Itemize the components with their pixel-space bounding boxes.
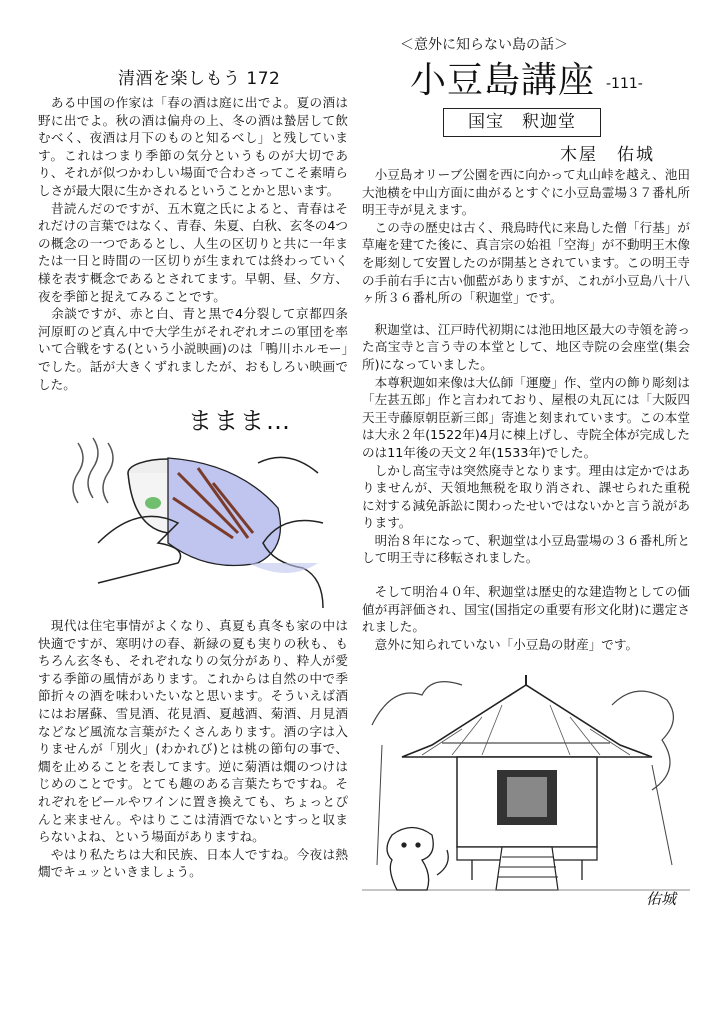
illustration-caption: ままま… — [188, 407, 292, 436]
series-subtitle: ＜意外に知らない島の話＞ — [400, 37, 568, 53]
right-paragraph-1: 小豆島オリーブ公園を西に向かって丸山峠を越え、池田大池横を中山方面に曲がるとすぐに小豆島霊場３７番札所明王寺が見えます。 — [362, 167, 690, 218]
right-paragraph-6: 明治８年になって、釈迦堂は小豆島霊場の３６番札所として明王寺に移転されました。 — [362, 532, 690, 566]
author-name: 木屋 佑城 — [560, 145, 655, 165]
left-paragraph-3: 余談ですが、赤と白、青と黒で4分裂して京都四条河原町のど真ん中で大学生がそれぞれオニの軍団を率いて合戦をする(という小説映画)のは「鴨川ホルモー」でした。話が大きくずれましたが、おもしろい映画でした。 — [38, 306, 348, 392]
sake-cup-hands-icon — [38, 403, 338, 613]
boxed-heading: 国宝 釈迦堂 — [443, 108, 601, 137]
right-column — [362, 166, 690, 915]
right-paragraph-2: この寺の歴史は古く、飛鳥時代に来島した僧「行基」が草庵を建てた後に、真言宗の始祖「空海」が不動明王木像を彫刻して安置したのが開基とされています。この明王寺の手前右手に古い伽藍がありますが、これが小豆島八十八ヶ所３６番札所の「釈迦堂」です。 — [362, 219, 690, 306]
right-paragraph-5: しかし高宝寺は突然廃寺となります。理由は定かではありませんが、天領地無税を取り消され、課せられた重税に対する減免訴訟に関わったせいではないかと言う説があります。 — [362, 462, 690, 531]
page-title: 小豆島講座 — [410, 60, 596, 101]
issue-number: -111- — [606, 76, 643, 92]
left-title: 清酒を楽しもう 172 — [118, 69, 281, 89]
sake-illustration — [38, 393, 348, 613]
right-paragraph-4: 本尊釈迦如来像は大仏師「運慶」作、堂内の飾り彫刻は「左甚五郎」作と言われており、屋根の丸瓦には「大阪四天王寺藤原朝臣新三郎」寄進と刻まれています。この本堂は大永２年(1522年)4月に棟上げし、寺院全体が完成したのは11年後の天文２年(1533年)でした。 — [362, 374, 690, 460]
signature: 佑城 — [645, 890, 676, 909]
right-paragraph-3: 釈迦堂は、江戸時代初期には池田地区最大の寺領を誇った高宝寺と言う寺の本堂として、地区寺院の会座堂(集会所)になっていました。 — [362, 321, 690, 372]
dog-icon — [387, 828, 448, 891]
left-paragraph-4: 現代は住宅事情がよくなり、真夏も真冬も家の中は快適ですが、寒明けの春、新緑の夏も実りの秋も、もちろん玄冬も、それぞれなりの気分があり、粋人が愛する季節の風情があります。これからは自然の中で季節折々の酒を味わいたいなと思います。そういえば酒にはお屠蘇、雪見酒、花見酒、夏越酒、菊酒、月見酒などなど風流な言葉がたくさんあります。酒の字は入りませんが「別火」(わかれび)とは桃の節句の事で、燗を止めることを表してます。逆に菊酒は燗のつけはじめのことです。とても趣のある言葉たちですね。それぞれをビールやワインに置き換えても、ちょっとぴんと来ません。やはりここは清酒でないとすっと収まらないよね、という場面がありますね。 — [38, 618, 348, 845]
temple-illustration — [362, 665, 690, 915]
temple-icon — [362, 665, 690, 915]
right-paragraph-8: 意外に知られていない「小豆島の財産」です。 — [362, 636, 639, 652]
right-paragraph-7: そして明治４０年、釈迦堂は歴史的な建造物としての価値が再評価され、国宝(国指定の重要有形文化財)に選定されました。 — [362, 584, 690, 635]
left-paragraph-1: ある中国の作家は「春の酒は庭に出でよ。夏の酒は野に出でよ。秋の酒は偏舟の上、冬の酒は蟄居して飲むべく、夜酒は月下のものと知るべし」と残しています。これはつまり季節の気分というものが大切であり、それが似つかわしい場面で合わさってこそ素晴らしさが最大限に生かされるということかと思います。 — [38, 95, 348, 198]
left-column — [38, 60, 348, 881]
left-paragraph-5: やはり私たちは大和民族、日本人ですね。今夜は熱燗でキュッといきましょう。 — [38, 846, 348, 880]
left-paragraph-2: 昔読んだのですが、五木寛之氏によると、青春はそれだけの言葉ではなく、青春、朱夏、白秋、玄冬の4つの概念の一つであるとし、人生の区切りと共に一年または一日と時間の一区切りが生まれては終わっていく様を表す概念であるとされてます。早朝、昼、夕方、夜を季節と捉えてみることです。 — [38, 200, 349, 304]
